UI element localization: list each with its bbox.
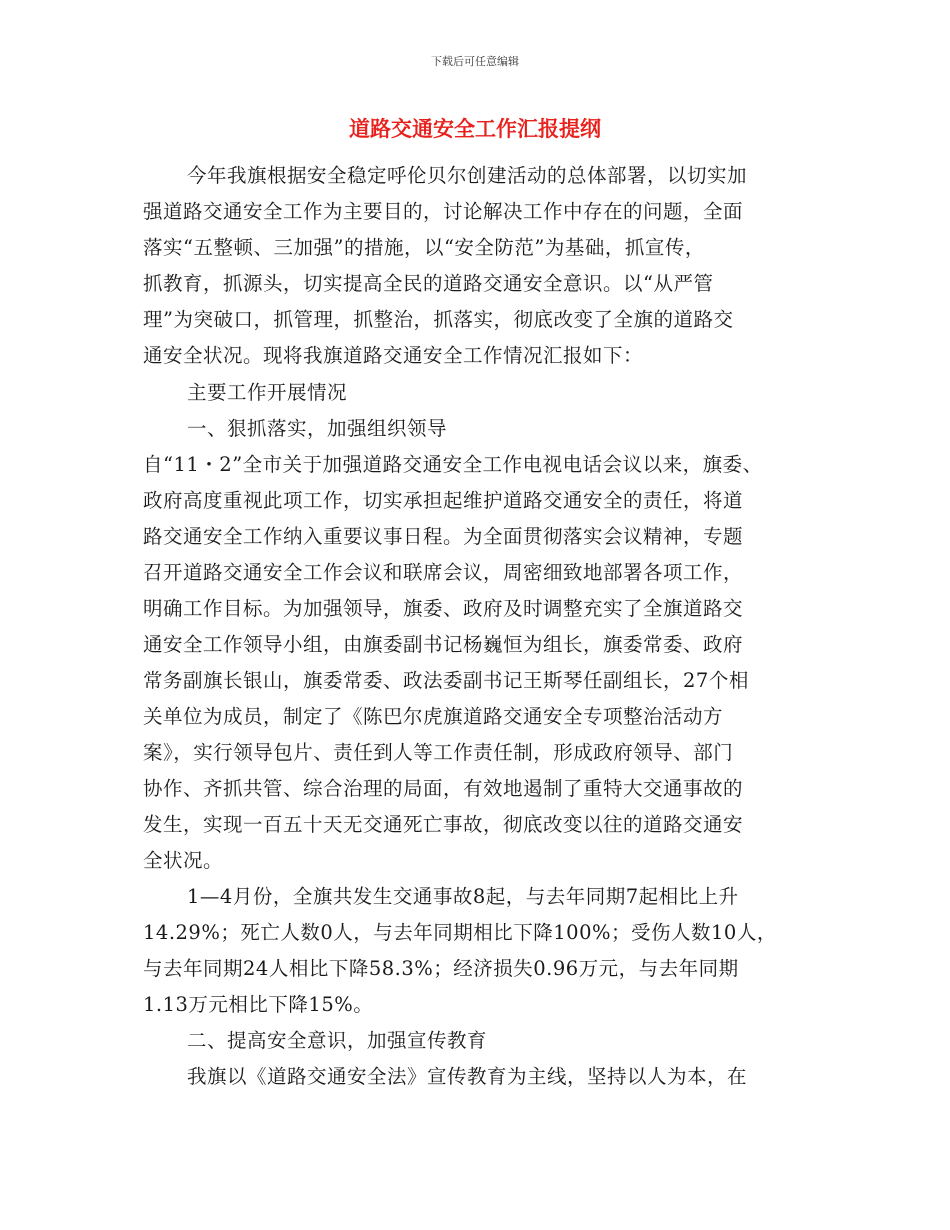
paragraph-line: 全状况。: [143, 849, 224, 872]
paragraph-line: 与去年同期24人相比下降58.3%；经济损失0.96万元，与去年同期: [143, 957, 739, 980]
paragraph-line: 关单位为成员，制定了《陈巴尔虎旗道路交通安全专项整治活动方: [143, 705, 724, 728]
paragraph-line: 1.13万元相比下降15%。: [143, 993, 374, 1016]
section-heading: 主要工作开展情况: [187, 381, 348, 404]
paragraph-line: 落实“五整顿、三加强”的措施，以“安全防范”为基础，抓宣传，: [143, 236, 705, 259]
paragraph-line: 常务副旗长银山，旗委常委、政法委副书记王斯琴任副组长，27个相: [143, 669, 749, 692]
paragraph-line: 1—4月份，全旗共发生交通事故8起，与去年同期7起相比上升: [187, 885, 739, 908]
paragraph-line: 通安全状况。现将我旗道路交通安全工作情况汇报如下：: [143, 344, 644, 367]
paragraph-line: 我旗以《道路交通安全法》宣传教育为主线，坚持以人为本，在: [187, 1065, 748, 1088]
page-header: 下载后可任意编辑: [431, 55, 519, 68]
paragraph-line: 强道路交通安全工作为主要目的，讨论解决工作中存在的问题，全面: [143, 200, 744, 223]
paragraph-line: 自“11・2”全市关于加强道路交通安全工作电视电话会议以来，旗委、: [143, 453, 763, 476]
paragraph-line: 案》，实行领导包片、责任到人等工作责任制，形成政府领导、部门: [143, 741, 734, 764]
paragraph-line: 政府高度重视此项工作，切实承担起维护道路交通安全的责任，将道: [143, 489, 744, 512]
paragraph-line: 协作、齐抓共管、综合治理的局面，有效地遏制了重特大交通事故的: [143, 777, 744, 800]
paragraph-line: 明确工作目标。为加强领导，旗委、政府及时调整充实了全旗道路交: [143, 597, 744, 620]
paragraph-line: 14.29%；死亡人数0人，与去年同期相比下降100%；受伤人数10人，: [143, 921, 777, 944]
paragraph-line: 路交通安全工作纳入重要议事日程。为全面贯彻落实会议精神，专题: [143, 525, 744, 548]
section-heading: 二、提高安全意识，加强宣传教育: [187, 1029, 488, 1052]
paragraph-line: 理”为突破口，抓管理，抓整治，抓落实，彻底改变了全旗的道路交: [143, 308, 734, 331]
section-heading: 一、狠抓落实，加强组织领导: [187, 417, 448, 440]
document-title: 道路交通安全工作汇报提纲: [349, 117, 601, 141]
paragraph-line: 抓教育，抓源头，切实提高全民的道路交通安全意识。以“从严管: [143, 272, 714, 295]
paragraph-line: 今年我旗根据安全稳定呼伦贝尔创建活动的总体部署，以切实加: [187, 164, 748, 187]
paragraph-line: 召开道路交通安全工作会议和联席会议，周密细致地部署各项工作，: [143, 561, 744, 584]
paragraph-line: 通安全工作领导小组，由旗委副书记杨巍恒为组长，旗委常委、政府: [143, 633, 744, 656]
paragraph-line: 发生，实现一百五十天无交通死亡事故，彻底改变以往的道路交通安: [143, 813, 744, 836]
